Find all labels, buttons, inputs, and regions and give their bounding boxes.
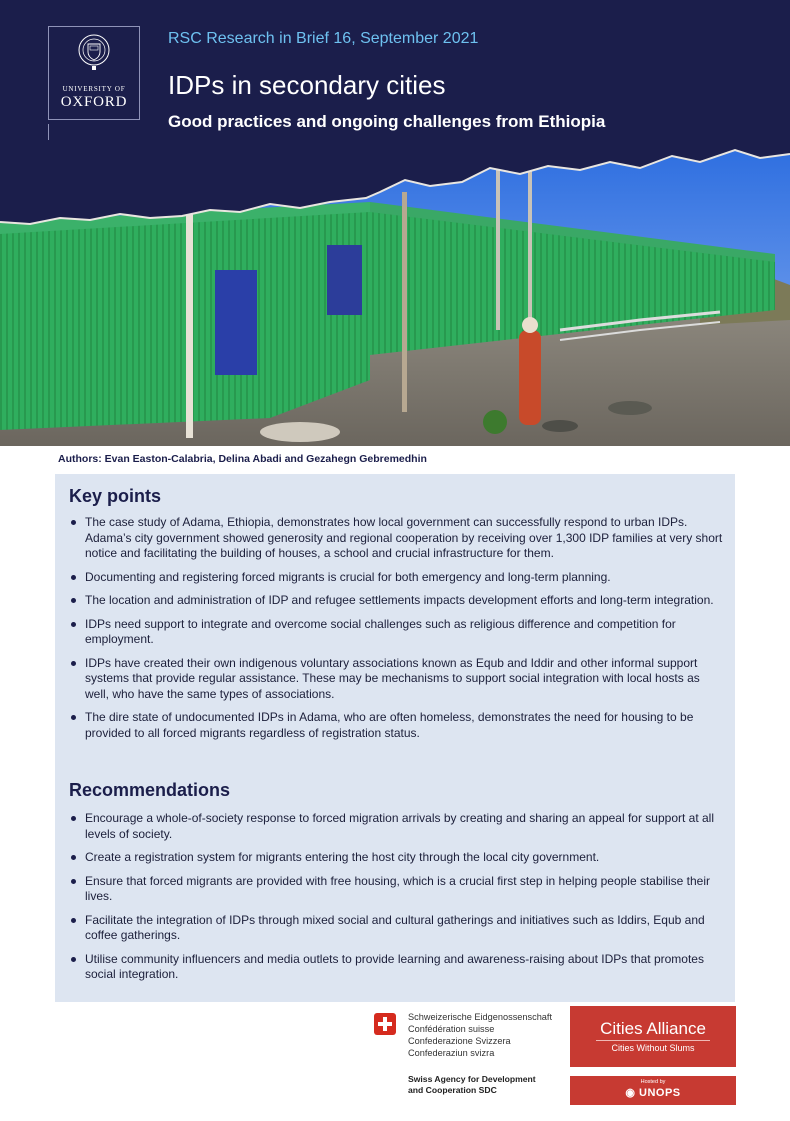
page-subtitle: Good practices and ongoing challenges from Ethiopia bbox=[168, 112, 606, 131]
authors-line: Authors: Evan Easton-Calabria, Delina Abadi and Gezahegn Gebremedhin bbox=[58, 453, 427, 465]
swiss-line-1: Schweizerische Eidgenossenschaft bbox=[408, 1012, 553, 1022]
oxford-small-text: UNIVERSITY OF bbox=[62, 85, 126, 93]
globe-icon: ◉ bbox=[625, 1087, 640, 1099]
unops-wordmark bbox=[570, 1086, 736, 1099]
recommendation-item: Facilitate the integration of IDPs through mixed social and cultural gatherings and initiatives such as Iddirs, Equb and coffee gatherings. bbox=[69, 913, 724, 944]
key-points-heading: Key points bbox=[69, 486, 162, 506]
swiss-confederation-text bbox=[408, 1011, 552, 1059]
cities-alliance-logo bbox=[570, 1006, 736, 1067]
key-point-item: Documenting and registering forced migrants is crucial for both emergency and long-term planning. bbox=[69, 570, 724, 586]
key-points-list bbox=[69, 515, 724, 741]
key-point-item: The location and administration of IDP and refugee settlements impacts development efforts and long-term integration. bbox=[69, 593, 724, 609]
cities-alliance-wordmark: Cities Alliance bbox=[600, 1019, 706, 1038]
swiss-line-2: Confédération suisse bbox=[408, 1024, 495, 1034]
unops-text: UNOPS bbox=[639, 1087, 681, 1099]
recommendations-list bbox=[69, 811, 724, 983]
recommendations-heading: Recommendations bbox=[69, 780, 231, 800]
swiss-cross-icon bbox=[374, 1013, 396, 1035]
sdc-line-2: and Cooperation SDC bbox=[408, 1085, 497, 1095]
key-point-item: The dire state of undocumented IDPs in Adama, who are often homeless, demonstrates the need for housing to be provided to all forced migrants regardless of registration status. bbox=[69, 710, 724, 741]
torn-edge bbox=[0, 140, 790, 230]
page-title: IDPs in secondary cities bbox=[168, 70, 446, 100]
recommendation-item: Ensure that forced migrants are provided with free housing, which is a crucial first step in helping people stabilise their lives. bbox=[69, 874, 724, 905]
sdc-line-1: Swiss Agency for Development bbox=[408, 1074, 536, 1084]
key-point-item: IDPs need support to integrate and overcome social challenges such as religious difference and competition for employment. bbox=[69, 617, 724, 648]
cities-alliance-tagline: Cities Without Slums bbox=[596, 1040, 710, 1053]
swiss-line-4: Confederaziun svizra bbox=[408, 1048, 495, 1058]
oxford-wordmark: OXFORD bbox=[60, 94, 128, 110]
swiss-line-3: Confederazione Svizzera bbox=[408, 1036, 511, 1046]
recommendation-item: Create a registration system for migrants entering the host city through the local city government. bbox=[69, 850, 724, 866]
key-point-item: IDPs have created their own indigenous voluntary associations known as Equb and Iddir and other informal support systems that provide regular assistance. These may be mechanisms to support social integration with local hosts as well, who have the same types of associations. bbox=[69, 656, 724, 703]
unops-logo bbox=[570, 1076, 736, 1105]
sdc-label bbox=[408, 1074, 536, 1096]
recommendation-item: Encourage a whole-of-society response to forced migration arrivals by creating and sharing an appeal for support at all levels of society. bbox=[69, 811, 724, 842]
oxford-logo bbox=[48, 26, 140, 120]
key-point-item: The case study of Adama, Ethiopia, demonstrates how local government can successfully respond to urban IDPs. Adama’s city government showed generosity and regional cooperation by receiving over 1,300 IDP families at very short notice and facilitating the building of houses, a school and crucial infrastructure for them. bbox=[69, 515, 724, 562]
recommendation-item: Utilise community influencers and media outlets to provide learning and awareness-raising about IDPs that promotes social integration. bbox=[69, 952, 724, 983]
key-points-panel bbox=[55, 474, 735, 1002]
series-label: RSC Research in Brief 16, September 2021 bbox=[168, 30, 479, 47]
oxford-crest-icon bbox=[77, 33, 111, 71]
hosted-by-text: Hosted by bbox=[640, 1079, 666, 1085]
